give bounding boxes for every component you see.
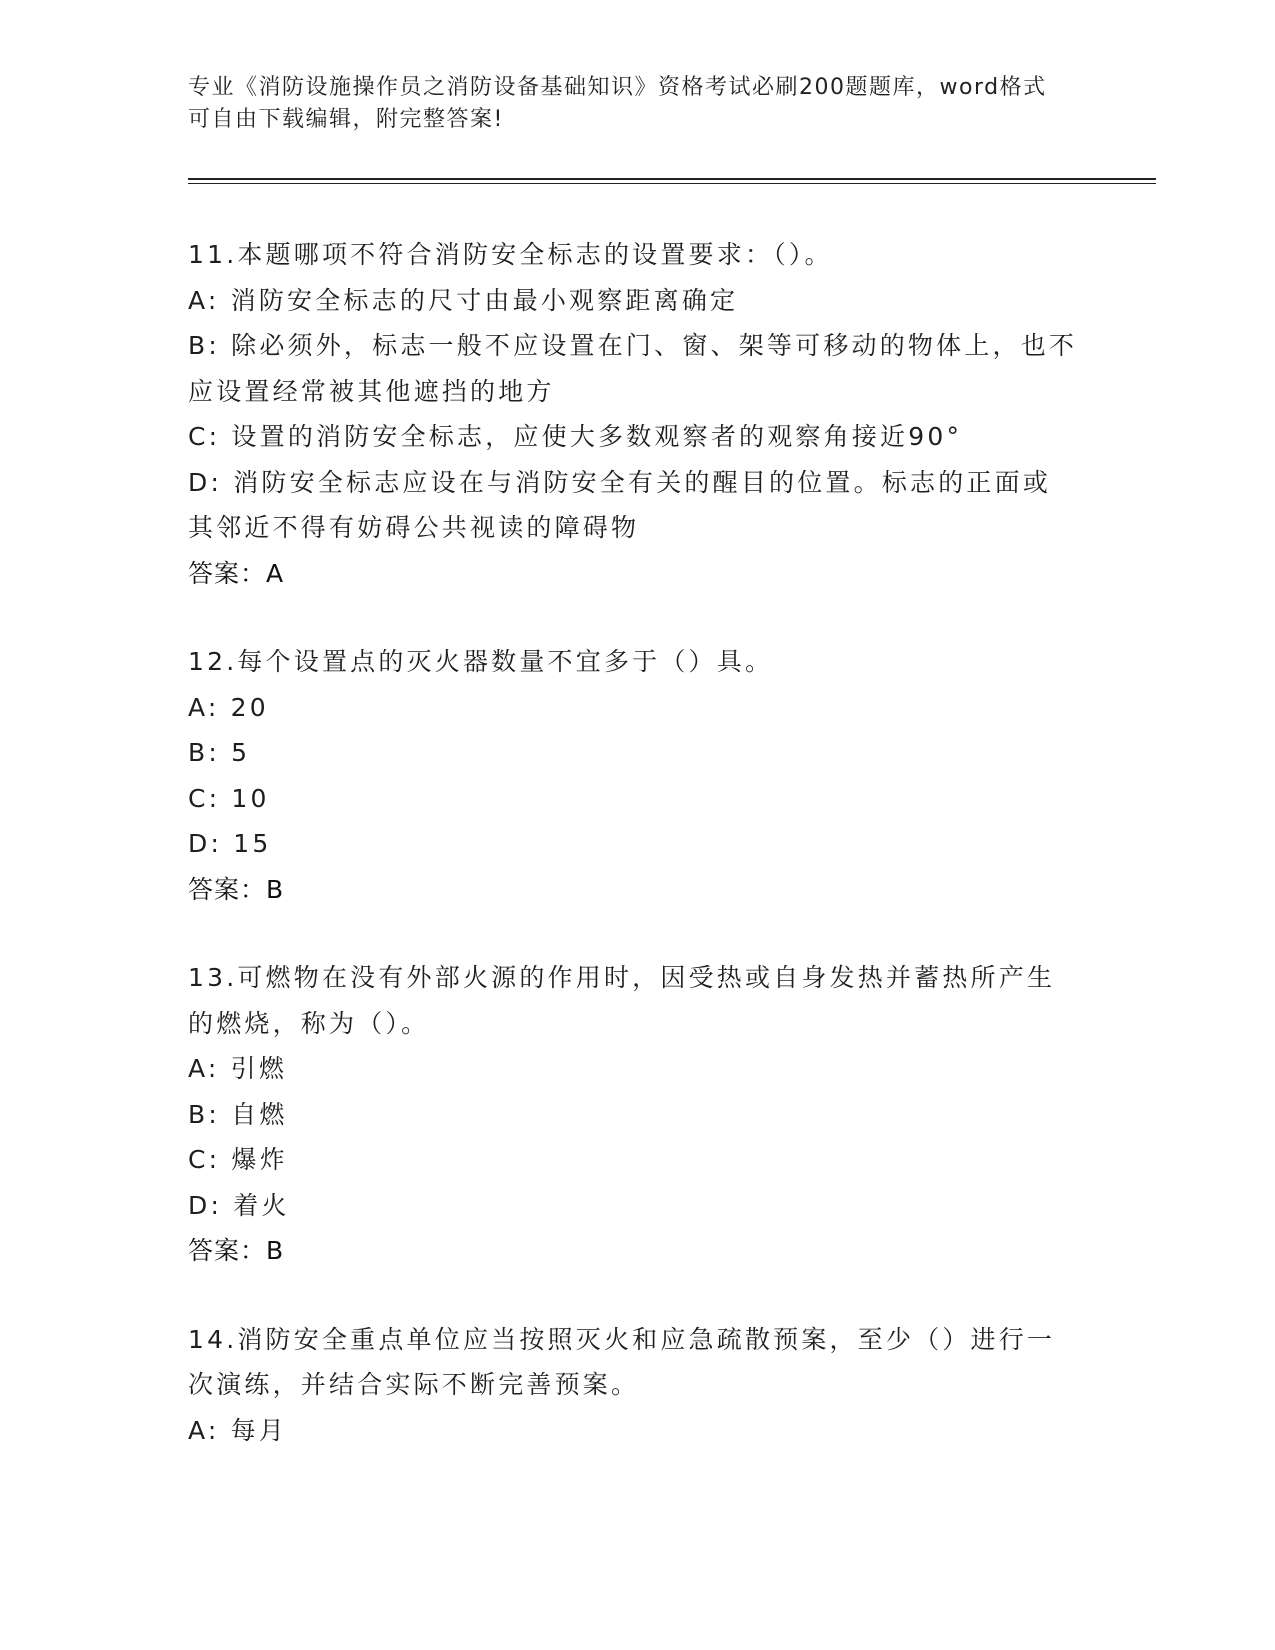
option-a: A: 引燃 <box>188 1054 288 1083</box>
option-d: D: 消防安全标志应设在与消防安全有关的醒目的位置。标志的正面或其邻近不得有妨碍公共视读的障碍物 <box>188 467 1052 542</box>
option-a: A: 20 <box>188 692 269 722</box>
question-stem: 13.可燃物在没有外部火源的作用时，因受热或自身发热并蓄热所产生的燃烧，称为（）。 <box>188 963 1056 1038</box>
question-stem: 14.消防安全重点单位应当按照灭火和应急疏散预案，至少（）进行一次演练，并结合实际不断完善预案。 <box>188 1324 1056 1399</box>
answer-label: 答案：B <box>188 874 285 904</box>
option-b: B: 自燃 <box>188 1099 288 1129</box>
answer-label: 答案：B <box>188 1236 285 1265</box>
question-stem: 12.每个设置点的灭火器数量不宜多于（）具。 <box>188 647 774 676</box>
option-b: B: 除必须外，标志一般不应设置在门、窗、架等可移动的物体上，也不应设置经常被其他遮挡的地方 <box>188 331 1078 406</box>
option-a: A: 消防安全标志的尺寸由最小观察距离确定 <box>188 285 739 315</box>
header-divider-thin <box>188 183 1156 184</box>
option-d: D: 着火 <box>188 1190 290 1220</box>
question-11 <box>188 232 1078 596</box>
question-13 <box>188 955 1078 1274</box>
option-b: B: 5 <box>188 738 251 767</box>
option-d: D: 15 <box>188 829 272 858</box>
option-c: C: 爆炸 <box>188 1145 288 1174</box>
option-c: C: 10 <box>188 783 270 813</box>
question-stem: 11.本题哪项不符合消防安全标志的设置要求：（）。 <box>188 240 833 269</box>
option-a: A: 每月 <box>188 1415 288 1445</box>
answer-label: 答案：A <box>188 558 285 588</box>
header-divider <box>188 178 1156 180</box>
question-list <box>188 232 1078 1496</box>
document-header: 专业《消防设施操作员之消防设备基础知识》资格考试必刷200题题库，word格式可自由下载编辑，附完整答案! <box>188 75 1047 132</box>
question-14 <box>188 1317 1078 1454</box>
question-12 <box>188 639 1078 912</box>
option-c: C: 设置的消防安全标志，应使大多数观察者的观察角接近90° <box>188 422 963 451</box>
